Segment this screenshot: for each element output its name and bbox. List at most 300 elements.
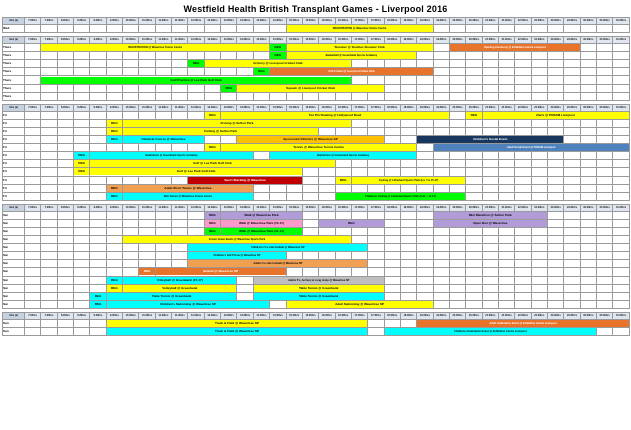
empty-cell bbox=[597, 152, 613, 160]
empty-cell bbox=[433, 252, 449, 260]
time-slot-header: 16.30hrs bbox=[335, 312, 351, 319]
event-cell[interactable] bbox=[433, 219, 547, 227]
empty-cell bbox=[106, 236, 122, 244]
empty-cell bbox=[25, 211, 41, 219]
event-cell[interactable] bbox=[188, 252, 286, 260]
event-cell[interactable] bbox=[335, 176, 351, 184]
time-slot-header: 00.00hrs bbox=[580, 312, 596, 319]
empty-cell bbox=[597, 252, 613, 260]
empty-cell bbox=[417, 119, 433, 127]
empty-cell bbox=[74, 127, 90, 135]
event-cell[interactable] bbox=[90, 160, 335, 168]
empty-cell bbox=[482, 68, 498, 76]
event-cell[interactable] bbox=[286, 52, 417, 60]
empty-cell bbox=[482, 300, 498, 308]
table-row bbox=[3, 68, 630, 76]
empty-cell bbox=[400, 211, 416, 219]
event-cell[interactable] bbox=[90, 292, 106, 300]
event-cell[interactable] bbox=[433, 211, 547, 219]
empty-cell bbox=[449, 184, 465, 192]
table-row bbox=[3, 76, 630, 84]
event-cell[interactable] bbox=[417, 136, 564, 144]
time-slot-header: 12.30hrs bbox=[204, 104, 220, 111]
empty-cell bbox=[597, 300, 613, 308]
empty-cell bbox=[368, 184, 384, 192]
time-slot-header: 23.00hrs bbox=[548, 37, 564, 44]
empty-cell bbox=[25, 328, 41, 336]
event-cell[interactable] bbox=[204, 144, 220, 152]
empty-cell bbox=[449, 119, 465, 127]
time-slot-header: 7.00hrs bbox=[25, 312, 41, 319]
event-cell[interactable] bbox=[41, 76, 352, 84]
empty-cell bbox=[597, 227, 613, 235]
event-cell[interactable] bbox=[253, 292, 384, 300]
event-cell[interactable] bbox=[204, 60, 351, 68]
empty-cell bbox=[449, 25, 465, 33]
event-cell[interactable] bbox=[253, 276, 384, 284]
event-cell[interactable] bbox=[106, 276, 122, 284]
event-cell[interactable] bbox=[319, 219, 384, 227]
empty-cell bbox=[580, 119, 596, 127]
empty-cell bbox=[613, 227, 629, 235]
event-cell[interactable] bbox=[123, 119, 352, 127]
empty-cell bbox=[417, 244, 433, 252]
empty-cell bbox=[417, 276, 433, 284]
empty-cell bbox=[335, 160, 351, 168]
empty-cell bbox=[580, 136, 596, 144]
empty-cell bbox=[580, 68, 596, 76]
time-slot-header: 23.00hrs bbox=[548, 104, 564, 111]
empty-cell bbox=[172, 111, 188, 119]
event-cell[interactable] bbox=[286, 44, 433, 52]
empty-cell bbox=[400, 92, 416, 100]
schedule-table bbox=[2, 204, 630, 309]
event-cell[interactable] bbox=[106, 192, 122, 200]
empty-cell bbox=[41, 176, 57, 184]
event-cell[interactable] bbox=[221, 84, 237, 92]
event-cell[interactable] bbox=[74, 168, 90, 176]
empty-cell bbox=[580, 76, 596, 84]
event-cell[interactable] bbox=[106, 119, 122, 127]
empty-cell bbox=[433, 244, 449, 252]
time-slot-header: 14.30hrs bbox=[270, 37, 286, 44]
time-slot-header: 11.00hrs bbox=[155, 37, 171, 44]
empty-cell bbox=[106, 252, 122, 260]
event-cell[interactable] bbox=[41, 44, 270, 52]
event-cell[interactable] bbox=[123, 236, 352, 244]
event-cell[interactable] bbox=[466, 111, 482, 119]
empty-cell bbox=[221, 68, 237, 76]
empty-cell bbox=[25, 300, 41, 308]
event-label: Golf @ Lee Park Golf Club bbox=[90, 168, 301, 175]
empty-cell bbox=[25, 276, 41, 284]
time-header-row bbox=[3, 104, 630, 111]
empty-cell bbox=[449, 76, 465, 84]
empty-cell bbox=[57, 60, 73, 68]
empty-cell bbox=[106, 244, 122, 252]
event-cell[interactable] bbox=[188, 260, 368, 268]
empty-cell bbox=[613, 211, 629, 219]
time-slot-header: 15.30hrs bbox=[302, 37, 318, 44]
empty-cell bbox=[433, 92, 449, 100]
empty-cell bbox=[302, 92, 318, 100]
event-cell[interactable] bbox=[90, 152, 253, 160]
empty-cell bbox=[384, 219, 400, 227]
time-slot-header: 19.30hrs bbox=[433, 312, 449, 319]
event-cell[interactable] bbox=[237, 136, 384, 144]
event-cell[interactable] bbox=[123, 192, 254, 200]
empty-cell bbox=[155, 252, 171, 260]
empty-cell bbox=[57, 276, 73, 284]
empty-cell bbox=[433, 52, 449, 60]
empty-cell bbox=[57, 127, 73, 135]
event-label: Tennis @ Wavertree Tennis Centre bbox=[221, 144, 416, 151]
empty-cell bbox=[57, 25, 73, 33]
empty-cell bbox=[155, 176, 171, 184]
empty-cell bbox=[597, 76, 613, 84]
time-slot-header: 17.30hrs bbox=[368, 312, 384, 319]
empty-cell bbox=[400, 268, 416, 276]
event-cell[interactable] bbox=[204, 211, 220, 219]
empty-cell bbox=[564, 236, 580, 244]
empty-cell bbox=[400, 127, 416, 135]
empty-cell bbox=[41, 268, 57, 276]
empty-cell bbox=[155, 60, 171, 68]
empty-cell bbox=[466, 168, 482, 176]
empty-cell bbox=[597, 176, 613, 184]
empty-cell bbox=[548, 25, 564, 33]
event-cell[interactable] bbox=[106, 319, 368, 327]
empty-cell bbox=[41, 227, 57, 235]
empty-cell bbox=[384, 236, 400, 244]
event-cell[interactable] bbox=[123, 127, 319, 135]
time-slot-header: 15.00hrs bbox=[286, 37, 302, 44]
event-cell[interactable] bbox=[335, 192, 466, 200]
event-label: REG bbox=[107, 285, 122, 292]
empty-cell bbox=[368, 168, 384, 176]
time-slot-header: 21.30hrs bbox=[498, 37, 514, 44]
time-slot-header: 20.30hrs bbox=[466, 312, 482, 319]
event-cell[interactable] bbox=[123, 184, 254, 192]
empty-cell bbox=[564, 168, 580, 176]
time-slot-header: 22.00hrs bbox=[515, 104, 531, 111]
empty-cell bbox=[400, 60, 416, 68]
table-row bbox=[3, 25, 630, 33]
time-slot-header: 13.30hrs bbox=[237, 104, 253, 111]
empty-cell bbox=[74, 92, 90, 100]
event-label: Opening Ceremony @ Exhibition Centre Liverpool bbox=[450, 44, 580, 51]
empty-cell bbox=[41, 119, 57, 127]
empty-cell bbox=[384, 319, 400, 327]
empty-cell bbox=[319, 268, 335, 276]
time-slot-header: 7.00hrs bbox=[25, 37, 41, 44]
time-slot-header: 7.00hrs bbox=[25, 204, 41, 211]
empty-cell bbox=[597, 184, 613, 192]
event-label: Adult Swimming @ Wavertree SP bbox=[287, 301, 433, 308]
event-cell[interactable] bbox=[139, 268, 155, 276]
empty-cell bbox=[531, 227, 547, 235]
event-cell[interactable] bbox=[270, 68, 433, 76]
event-cell[interactable] bbox=[106, 184, 122, 192]
empty-cell bbox=[580, 244, 596, 252]
empty-cell bbox=[580, 52, 596, 60]
event-label: Sponsored Athletics @ Wavertree SP bbox=[237, 136, 383, 143]
empty-cell bbox=[433, 68, 449, 76]
event-cell[interactable] bbox=[270, 152, 417, 160]
empty-cell bbox=[25, 76, 41, 84]
empty-cell bbox=[90, 328, 106, 336]
empty-cell bbox=[368, 227, 384, 235]
empty-cell bbox=[41, 219, 57, 227]
event-cell[interactable] bbox=[155, 268, 286, 276]
time-slot-header: 13.00hrs bbox=[221, 204, 237, 211]
event-cell[interactable] bbox=[221, 219, 303, 227]
empty-cell bbox=[433, 160, 449, 168]
empty-cell bbox=[57, 260, 73, 268]
empty-cell bbox=[368, 92, 384, 100]
empty-cell bbox=[172, 144, 188, 152]
event-label: Walk @ Wavertree Park (15-17) bbox=[221, 220, 302, 227]
empty-cell bbox=[564, 244, 580, 252]
event-label: REGISTRATION @ Wavertree Tennis Centre bbox=[41, 44, 269, 51]
empty-cell bbox=[580, 227, 596, 235]
event-cell[interactable] bbox=[433, 144, 629, 152]
empty-cell bbox=[597, 136, 613, 144]
empty-cell bbox=[400, 219, 416, 227]
event-label: Children's ball Throw @ Wavertree SP bbox=[188, 252, 285, 259]
event-cell[interactable] bbox=[106, 136, 122, 144]
event-label: REG bbox=[74, 152, 89, 159]
empty-cell bbox=[433, 168, 449, 176]
event-cell[interactable] bbox=[221, 111, 450, 119]
empty-cell bbox=[368, 76, 384, 84]
event-cell[interactable] bbox=[188, 244, 368, 252]
event-cell[interactable] bbox=[106, 328, 368, 336]
event-cell[interactable] bbox=[221, 227, 303, 235]
event-label: Children's 5 a side football @ Wavertree SP bbox=[188, 244, 367, 251]
empty-cell bbox=[188, 211, 204, 219]
table-row bbox=[3, 52, 630, 60]
time-slot-header: 16.30hrs bbox=[335, 104, 351, 111]
event-cell[interactable] bbox=[74, 152, 90, 160]
event-cell[interactable] bbox=[123, 136, 205, 144]
event-cell[interactable] bbox=[74, 160, 90, 168]
event-label: Crown Green Bowls @ Wavertree Sports Park bbox=[123, 236, 351, 243]
empty-cell bbox=[74, 328, 90, 336]
empty-cell bbox=[498, 252, 514, 260]
empty-cell bbox=[449, 260, 465, 268]
day-block bbox=[2, 17, 629, 33]
time-slot-header: 15.30hrs bbox=[302, 312, 318, 319]
time-slot-header: 23.30hrs bbox=[564, 204, 580, 211]
time-slot-header: 15.30hrs bbox=[302, 18, 318, 25]
time-slot-header: 16.30hrs bbox=[335, 204, 351, 211]
event-label: REG bbox=[90, 293, 105, 300]
empty-cell bbox=[351, 160, 367, 168]
event-label: Table Tennis @ Greenbank bbox=[254, 293, 384, 300]
empty-cell bbox=[466, 260, 482, 268]
empty-cell bbox=[433, 260, 449, 268]
event-cell[interactable] bbox=[482, 111, 629, 119]
time-slot-header: 8.00hrs bbox=[57, 204, 73, 211]
empty-cell bbox=[564, 68, 580, 76]
empty-cell bbox=[400, 184, 416, 192]
empty-cell bbox=[531, 52, 547, 60]
empty-cell bbox=[613, 192, 629, 200]
time-slot-header: 12.30hrs bbox=[204, 37, 220, 44]
time-slot-header: 12.30hrs bbox=[204, 18, 220, 25]
event-label: Cycling @ Litherland Sports Park (Ist, Yrs 15-17) bbox=[352, 177, 465, 184]
event-cell[interactable] bbox=[123, 284, 237, 292]
empty-cell bbox=[74, 260, 90, 268]
event-cell[interactable] bbox=[106, 292, 237, 300]
empty-cell bbox=[139, 211, 155, 219]
empty-cell bbox=[564, 152, 580, 160]
empty-cell bbox=[564, 160, 580, 168]
event-cell[interactable] bbox=[123, 276, 237, 284]
time-slot-header: 12.00hrs bbox=[188, 37, 204, 44]
event-cell[interactable] bbox=[90, 300, 106, 308]
time-slot-header: 12.00hrs bbox=[188, 104, 204, 111]
empty-cell bbox=[597, 60, 613, 68]
empty-cell bbox=[564, 227, 580, 235]
empty-cell bbox=[139, 25, 155, 33]
empty-cell bbox=[368, 252, 384, 260]
empty-cell bbox=[188, 111, 204, 119]
empty-cell bbox=[74, 136, 90, 144]
time-slot-header: 9.00hrs bbox=[90, 37, 106, 44]
empty-cell bbox=[580, 184, 596, 192]
empty-cell bbox=[57, 136, 73, 144]
empty-cell bbox=[41, 92, 57, 100]
empty-cell bbox=[368, 268, 384, 276]
event-cell[interactable] bbox=[270, 44, 286, 52]
empty-cell bbox=[580, 160, 596, 168]
empty-cell bbox=[25, 25, 41, 33]
event-label: REG bbox=[466, 112, 481, 119]
empty-cell bbox=[253, 192, 269, 200]
empty-cell bbox=[498, 236, 514, 244]
empty-cell bbox=[580, 84, 596, 92]
event-cell[interactable] bbox=[270, 52, 286, 60]
empty-cell bbox=[286, 92, 302, 100]
event-cell[interactable] bbox=[351, 176, 465, 184]
empty-cell bbox=[466, 92, 482, 100]
event-cell[interactable] bbox=[106, 127, 122, 135]
empty-cell bbox=[613, 76, 629, 84]
event-cell[interactable] bbox=[449, 44, 580, 52]
empty-cell bbox=[613, 119, 629, 127]
empty-cell bbox=[172, 68, 188, 76]
empty-cell bbox=[613, 160, 629, 168]
event-label: Table Tennis @ Greenbank bbox=[254, 285, 384, 292]
empty-cell bbox=[41, 60, 57, 68]
empty-cell bbox=[25, 68, 41, 76]
empty-cell bbox=[25, 160, 41, 168]
empty-cell bbox=[515, 292, 531, 300]
time-slot-header: 20.00hrs bbox=[449, 18, 465, 25]
empty-cell bbox=[139, 111, 155, 119]
empty-cell bbox=[123, 227, 139, 235]
time-slot-header: 19.00hrs bbox=[417, 18, 433, 25]
event-cell[interactable] bbox=[106, 300, 269, 308]
event-cell[interactable] bbox=[384, 328, 596, 336]
empty-cell bbox=[417, 184, 433, 192]
empty-cell bbox=[351, 268, 367, 276]
event-cell[interactable] bbox=[221, 144, 417, 152]
empty-cell bbox=[466, 84, 482, 92]
empty-cell bbox=[498, 260, 514, 268]
time-slot-header: 20.30hrs bbox=[466, 18, 482, 25]
empty-cell bbox=[139, 68, 155, 76]
time-slot-header: 22.00hrs bbox=[515, 312, 531, 319]
empty-cell bbox=[613, 184, 629, 192]
time-slot-header: 11.30hrs bbox=[172, 18, 188, 25]
event-cell[interactable] bbox=[286, 25, 433, 33]
event-cell[interactable] bbox=[106, 284, 122, 292]
empty-cell bbox=[417, 52, 433, 60]
empty-cell bbox=[449, 276, 465, 284]
table-row bbox=[3, 136, 630, 144]
empty-cell bbox=[433, 268, 449, 276]
table-row bbox=[3, 84, 630, 92]
empty-cell bbox=[188, 144, 204, 152]
empty-cell bbox=[237, 25, 253, 33]
empty-cell bbox=[613, 219, 629, 227]
empty-cell bbox=[172, 260, 188, 268]
empty-cell bbox=[449, 252, 465, 260]
event-label: Adults 5 a side football @ Wavertree SP bbox=[188, 260, 367, 267]
event-cell[interactable] bbox=[253, 68, 269, 76]
event-cell[interactable] bbox=[188, 60, 204, 68]
empty-cell bbox=[433, 60, 449, 68]
event-cell[interactable] bbox=[253, 284, 384, 292]
time-slot-header: 22.30hrs bbox=[531, 104, 547, 111]
empty-cell bbox=[564, 127, 580, 135]
time-slot-header: 14.30hrs bbox=[270, 18, 286, 25]
empty-cell bbox=[433, 276, 449, 284]
event-cell[interactable] bbox=[204, 227, 220, 235]
time-slot-header: 11.30hrs bbox=[172, 312, 188, 319]
empty-cell bbox=[319, 211, 335, 219]
time-slot-header: 8.30hrs bbox=[74, 312, 90, 319]
empty-cell bbox=[172, 252, 188, 260]
event-cell[interactable] bbox=[417, 319, 629, 327]
empty-cell bbox=[41, 211, 57, 219]
empty-cell bbox=[580, 60, 596, 68]
time-slot-header: 14.30hrs bbox=[270, 104, 286, 111]
empty-cell bbox=[613, 244, 629, 252]
empty-cell bbox=[531, 192, 547, 200]
event-cell[interactable] bbox=[90, 168, 302, 176]
event-cell[interactable] bbox=[286, 300, 433, 308]
time-slot-header: 12.00hrs bbox=[188, 204, 204, 211]
empty-cell bbox=[25, 192, 41, 200]
empty-cell bbox=[106, 260, 122, 268]
empty-cell bbox=[57, 244, 73, 252]
event-cell[interactable] bbox=[204, 219, 220, 227]
event-cell[interactable] bbox=[221, 211, 303, 219]
empty-cell bbox=[466, 268, 482, 276]
event-cell[interactable] bbox=[204, 111, 220, 119]
empty-cell bbox=[204, 84, 220, 92]
event-cell[interactable] bbox=[188, 176, 302, 184]
time-slot-header: 16.30hrs bbox=[335, 37, 351, 44]
time-slot-header: 13.00hrs bbox=[221, 37, 237, 44]
event-label: Badminton @ Greenbank Sports Academy bbox=[270, 152, 416, 159]
empty-cell bbox=[41, 300, 57, 308]
event-cell[interactable] bbox=[237, 84, 384, 92]
